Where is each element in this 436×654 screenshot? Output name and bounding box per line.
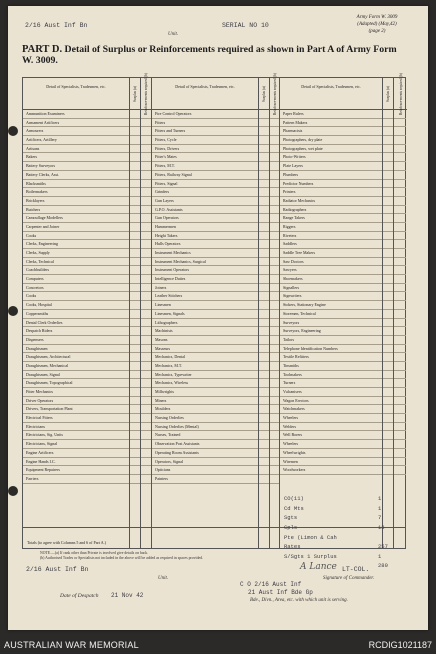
specialist-row: Mechanics, Wireless (152, 379, 279, 388)
specialist-row: Electricians (23, 423, 151, 432)
column-header: Detail of Specialists, Tradesmen, etc. (152, 78, 258, 110)
specialist-row: Farriers (23, 475, 151, 484)
typed-entry-value: 1 (378, 495, 382, 503)
typed-entry-label: Cd Mts (284, 504, 304, 512)
surplus-header: Surplus (a) (382, 78, 393, 110)
form-ref-line: (page 2) (368, 29, 386, 34)
part-label: PART D. (22, 44, 63, 55)
specialist-row: Camouflage Modellers (23, 214, 151, 223)
specialist-row: Draughtsmen, Mechanical (23, 362, 151, 371)
specialist-row: Predictor Numbers (280, 180, 406, 189)
specialist-row: Mechanics, Dental (152, 353, 279, 362)
specialist-row: Nursing Orderlies (152, 414, 279, 423)
specialist-row: Riggers (280, 223, 406, 232)
unit-typed: 2/16 Aust Inf Bn (25, 22, 88, 29)
specialist-row: Nursing Orderlies (Mental) (152, 423, 279, 432)
typed-entry-value: 7 (378, 514, 382, 522)
specialist-row: Photo-Writers (280, 153, 406, 162)
specialist-row: Drivers, Transportation Plant (23, 405, 151, 414)
specialist-row: Armourers (23, 127, 151, 136)
specialist-row: Leather Stitchers (152, 292, 279, 301)
specialist-row: Moulders (152, 405, 279, 414)
specialist-row: Boilermakers (23, 188, 151, 197)
specialist-row: Machinists (152, 327, 279, 336)
specialist-row: Welders (280, 423, 406, 432)
specialist-row: Sawyers (280, 266, 406, 275)
specialist-row: Turners (280, 379, 406, 388)
surplus-header: Surplus (a) (129, 78, 140, 110)
specialist-row: Lithographers (152, 319, 279, 328)
form-reference (332, 14, 422, 35)
specialist-row: Storemen, Technical (280, 310, 406, 319)
specialist-row: Engine Artificers (23, 449, 151, 458)
co-stamp: C O 2/16 Aust Inf (240, 581, 302, 588)
typed-entry-value: 280 (378, 562, 388, 570)
specialist-row: Computers (23, 275, 151, 284)
specialist-row: Paper Rulers (280, 110, 406, 119)
specialist-row: Draughtsmen, Topographical (23, 379, 151, 388)
form-ref-line: (Adapted) (May,42) (357, 22, 397, 27)
specialist-row: Miners (152, 397, 279, 406)
unit-label: Unit. (168, 32, 179, 37)
specialist-row: Tinsmiths (280, 362, 406, 371)
specialist-row: Millwrights (152, 388, 279, 397)
column-header: Detail of Specialists, Tradesmen, etc. (23, 78, 129, 110)
note-line: (b) Authorised Trades or Specialists not included in the above will be added as required in spaces provided. (40, 555, 204, 560)
specialist-row: Driver Operators (23, 397, 151, 406)
specialist-row: Wagon Erectors (280, 397, 406, 406)
specialist-row: Draughtsmen (23, 345, 151, 354)
despatch-date: 21 Nov 42 (111, 592, 144, 599)
punch-hole (8, 126, 18, 136)
specialist-row: Instrument Mechanics, Surgical (152, 258, 279, 267)
specialist-row: Artisans (23, 145, 151, 154)
specialist-row: Concretors (23, 284, 151, 293)
specialist-row: Armament Artificers (23, 119, 151, 128)
specialist-row: Nurses, Trained (152, 431, 279, 440)
specialist-row: Blacksmiths (23, 180, 151, 189)
specialist-row: Photographers, dry plate (280, 136, 406, 145)
typed-entry-label: Sgts (284, 514, 298, 522)
specialist-row: Wheelers (280, 414, 406, 423)
specialist-row: Vulcanisers (280, 388, 406, 397)
totals-label: Totals (to agree with Columns 5 and 6 of Part A.) (27, 540, 106, 545)
typed-entry-value: 1 (378, 504, 382, 512)
typed-entry-label: Rates (284, 543, 301, 551)
specialist-list (23, 110, 151, 484)
specialist-row: Draughtsmen, Signal (23, 371, 151, 380)
specialist-row: Radiographers (280, 206, 406, 215)
specialist-row: Instrument Operators (152, 266, 279, 275)
reinforcements-header: Reinforce-ments required (b) (269, 78, 280, 110)
specialist-row: Battery Clerks, Asst. (23, 171, 151, 180)
specialist-row: Fire Control Operators (152, 110, 279, 119)
specialist-row: Tailors (280, 336, 406, 345)
specialist-row: Opticians (152, 466, 279, 475)
specialist-row: Cooks (23, 292, 151, 301)
specialist-row: Radiator Mechanics (280, 197, 406, 206)
specialist-row: Carpenter and Joiner (23, 223, 151, 232)
specialist-row: Bakers (23, 153, 151, 162)
specialist-row: G.P.O. Assistants (152, 206, 279, 215)
specialist-row: Saw Doctors (280, 258, 406, 267)
typed-entry-label: CO(11) (284, 495, 304, 503)
specialist-row: Artificers, Artillery (23, 136, 151, 145)
specialist-row: Coppersmiths (23, 310, 151, 319)
specialist-row: Masons (152, 336, 279, 345)
note-line: NOTE.—(a) If rank other than Private is involved give details on back. (40, 551, 149, 555)
specialist-row: Fitters, M.T. (152, 162, 279, 171)
specialist-row: Photographers, wet plate (280, 145, 406, 154)
brigade-address: 21 Aust Inf Bde Gp (248, 589, 313, 596)
specialist-row: Plumbers (280, 171, 406, 180)
specialist-row: Equipment Repairers (23, 466, 151, 475)
table-column-1 (23, 72, 151, 548)
specialist-row: Joiners (152, 284, 279, 293)
specialist-row: Draughtsmen, Architectural (23, 353, 151, 362)
specialist-row: Despatch Riders (23, 327, 151, 336)
specialists-table (22, 72, 406, 549)
specialist-row: Battery Surveyors (23, 162, 151, 171)
specialist-row: Well Borers (280, 431, 406, 440)
specialist-row: Wheelers (280, 440, 406, 449)
specialist-row: Clerks, Technical (23, 258, 151, 267)
punch-hole (8, 306, 18, 316)
table-column-2 (151, 72, 279, 548)
specialist-row: Linesmen, Signals (152, 310, 279, 319)
specialist-row: Watchmakers (280, 405, 406, 414)
specialist-row: Operating Room Assistants (152, 449, 279, 458)
archive-id: RCDIG1021187 (368, 640, 432, 650)
specialist-row: Hulls Operators (152, 240, 279, 249)
date-label: Date of Despatch (60, 593, 99, 599)
specialist-row: Gun Operators (152, 214, 279, 223)
signature: A Lance (300, 562, 337, 572)
specialist-row: Telephone Identification Numbers (280, 345, 406, 354)
specialist-row: Range Takers (280, 214, 406, 223)
specialist-row: Saddlers (280, 240, 406, 249)
specialist-row: Observation Post Assistants (152, 440, 279, 449)
footer-unit-typed: 2/16 Aust Inf Bn (26, 566, 89, 573)
punch-hole (8, 486, 18, 496)
serial-number: SERIAL NO 10 (222, 22, 269, 29)
form-heading (22, 44, 408, 66)
specialist-row: Signwriters (280, 292, 406, 301)
specialist-row: Linesmen (152, 301, 279, 310)
heading-title: Detail of Surplus or Reinforcements required as shown in Part A of Army Form W. 3009. (22, 44, 397, 66)
specialist-row: Engine Hands I.C. (23, 458, 151, 467)
specialist-row: Masseurs (152, 345, 279, 354)
specialist-row: Cooks (23, 232, 151, 241)
form-ref-line: Army Form W. 3009 (356, 15, 398, 20)
specialist-row: Textile Refitters (280, 353, 406, 362)
specialist-row: Woodworkers (280, 466, 406, 475)
specialist-row: Pharmacists (280, 127, 406, 136)
commander-rank: LT-COL. (342, 566, 370, 573)
typed-entry-label: Cpls (284, 523, 298, 531)
specialist-row: Operators, Signal (152, 458, 279, 467)
specialist-row: Fitter's Mates (152, 153, 279, 162)
typed-entry-value: 257 (378, 543, 388, 551)
footer-unit-label: Unit. (158, 576, 169, 581)
address-label: Bde., Divn., Area, etc. with which unit is serving. (250, 598, 348, 603)
specialist-row: Mechanics, Typewriter (152, 371, 279, 380)
specialist-row: Gun Layers (152, 197, 279, 206)
specialist-row: Saddle Tree Makers (280, 249, 406, 258)
specialist-row: Electricians, Signal (23, 440, 151, 449)
specialist-row: Signallers (280, 284, 406, 293)
specialist-row: Height Takers (152, 232, 279, 241)
specialist-row: Intelligence Duties (152, 275, 279, 284)
archive-caption: AUSTRALIAN WAR MEMORIAL (4, 640, 139, 650)
specialist-list (152, 110, 279, 484)
specialist-row: Clerks, Supply (23, 249, 151, 258)
specialist-row: Pattern Makers (280, 119, 406, 128)
specialist-row: Bricklayers (23, 197, 151, 206)
specialist-row: Wiremen (280, 458, 406, 467)
surplus-header: Surplus (a) (258, 78, 269, 110)
specialist-row: Instrument Mechanics (152, 249, 279, 258)
specialist-row: Surveyors, Engineering (280, 327, 406, 336)
reinforcements-header: Reinforce-ments required (b) (140, 78, 151, 110)
specialist-row: Stokers, Stationary Engine (280, 301, 406, 310)
table-column-3 (279, 72, 407, 551)
specialist-row: Toolmakers (280, 371, 406, 380)
specialist-row: Hammermen (152, 223, 279, 232)
specialist-row: Riveters (280, 232, 406, 241)
specialist-row: Electricians, Sig. Units (23, 431, 151, 440)
specialist-row: Clerks, Engineering (23, 240, 151, 249)
totals-row (23, 527, 405, 551)
specialist-row: Fitters, Cycle (152, 136, 279, 145)
column-header: Detail of Specialists, Tradesmen, etc. (280, 78, 382, 110)
specialist-row: Fitters, Drivers (152, 145, 279, 154)
typed-entry-label: S/Sgts 1 Surplus (284, 552, 337, 560)
typed-entry-value: 1 (378, 552, 382, 560)
specialist-row: Grinders (152, 188, 279, 197)
specialist-row: Fitters, Railway Signal (152, 171, 279, 180)
specialist-row: Fitters and Turners (152, 127, 279, 136)
specialist-row: Electrical Fitters (23, 414, 151, 423)
specialist-row: Printers (280, 188, 406, 197)
specialist-row: Cooks, Hospital (23, 301, 151, 310)
specialist-row: Ammunition Examiners (23, 110, 151, 119)
specialist-row: Butchers (23, 206, 151, 215)
specialist-row: Wheelwrights (280, 449, 406, 458)
specialist-row: Shoemakers (280, 275, 406, 284)
specialist-row: Surveyors (280, 319, 406, 328)
specialist-list (280, 110, 406, 475)
form-notes (40, 551, 360, 560)
specialist-row: Coachbuilders (23, 266, 151, 275)
specialist-row: Fitter Mechanics (23, 388, 151, 397)
specialist-row: Painters (152, 475, 279, 484)
specialist-row: Dispensers (23, 336, 151, 345)
specialist-row: Fitters, Signal (152, 180, 279, 189)
specialist-row: Mechanics, M.T. (152, 362, 279, 371)
specialist-row: Fitters (152, 119, 279, 128)
signature-label: Signature of Commander. (323, 576, 375, 581)
typed-entry-label: Pte (Limon & Cah (284, 533, 337, 541)
specialist-row: Plate Layers (280, 162, 406, 171)
typed-entry-value: 13 (378, 523, 385, 531)
reinforcements-header: Reinforce-ments required (b) (393, 78, 407, 110)
specialist-row: Dental Clerk Orderlies (23, 319, 151, 328)
